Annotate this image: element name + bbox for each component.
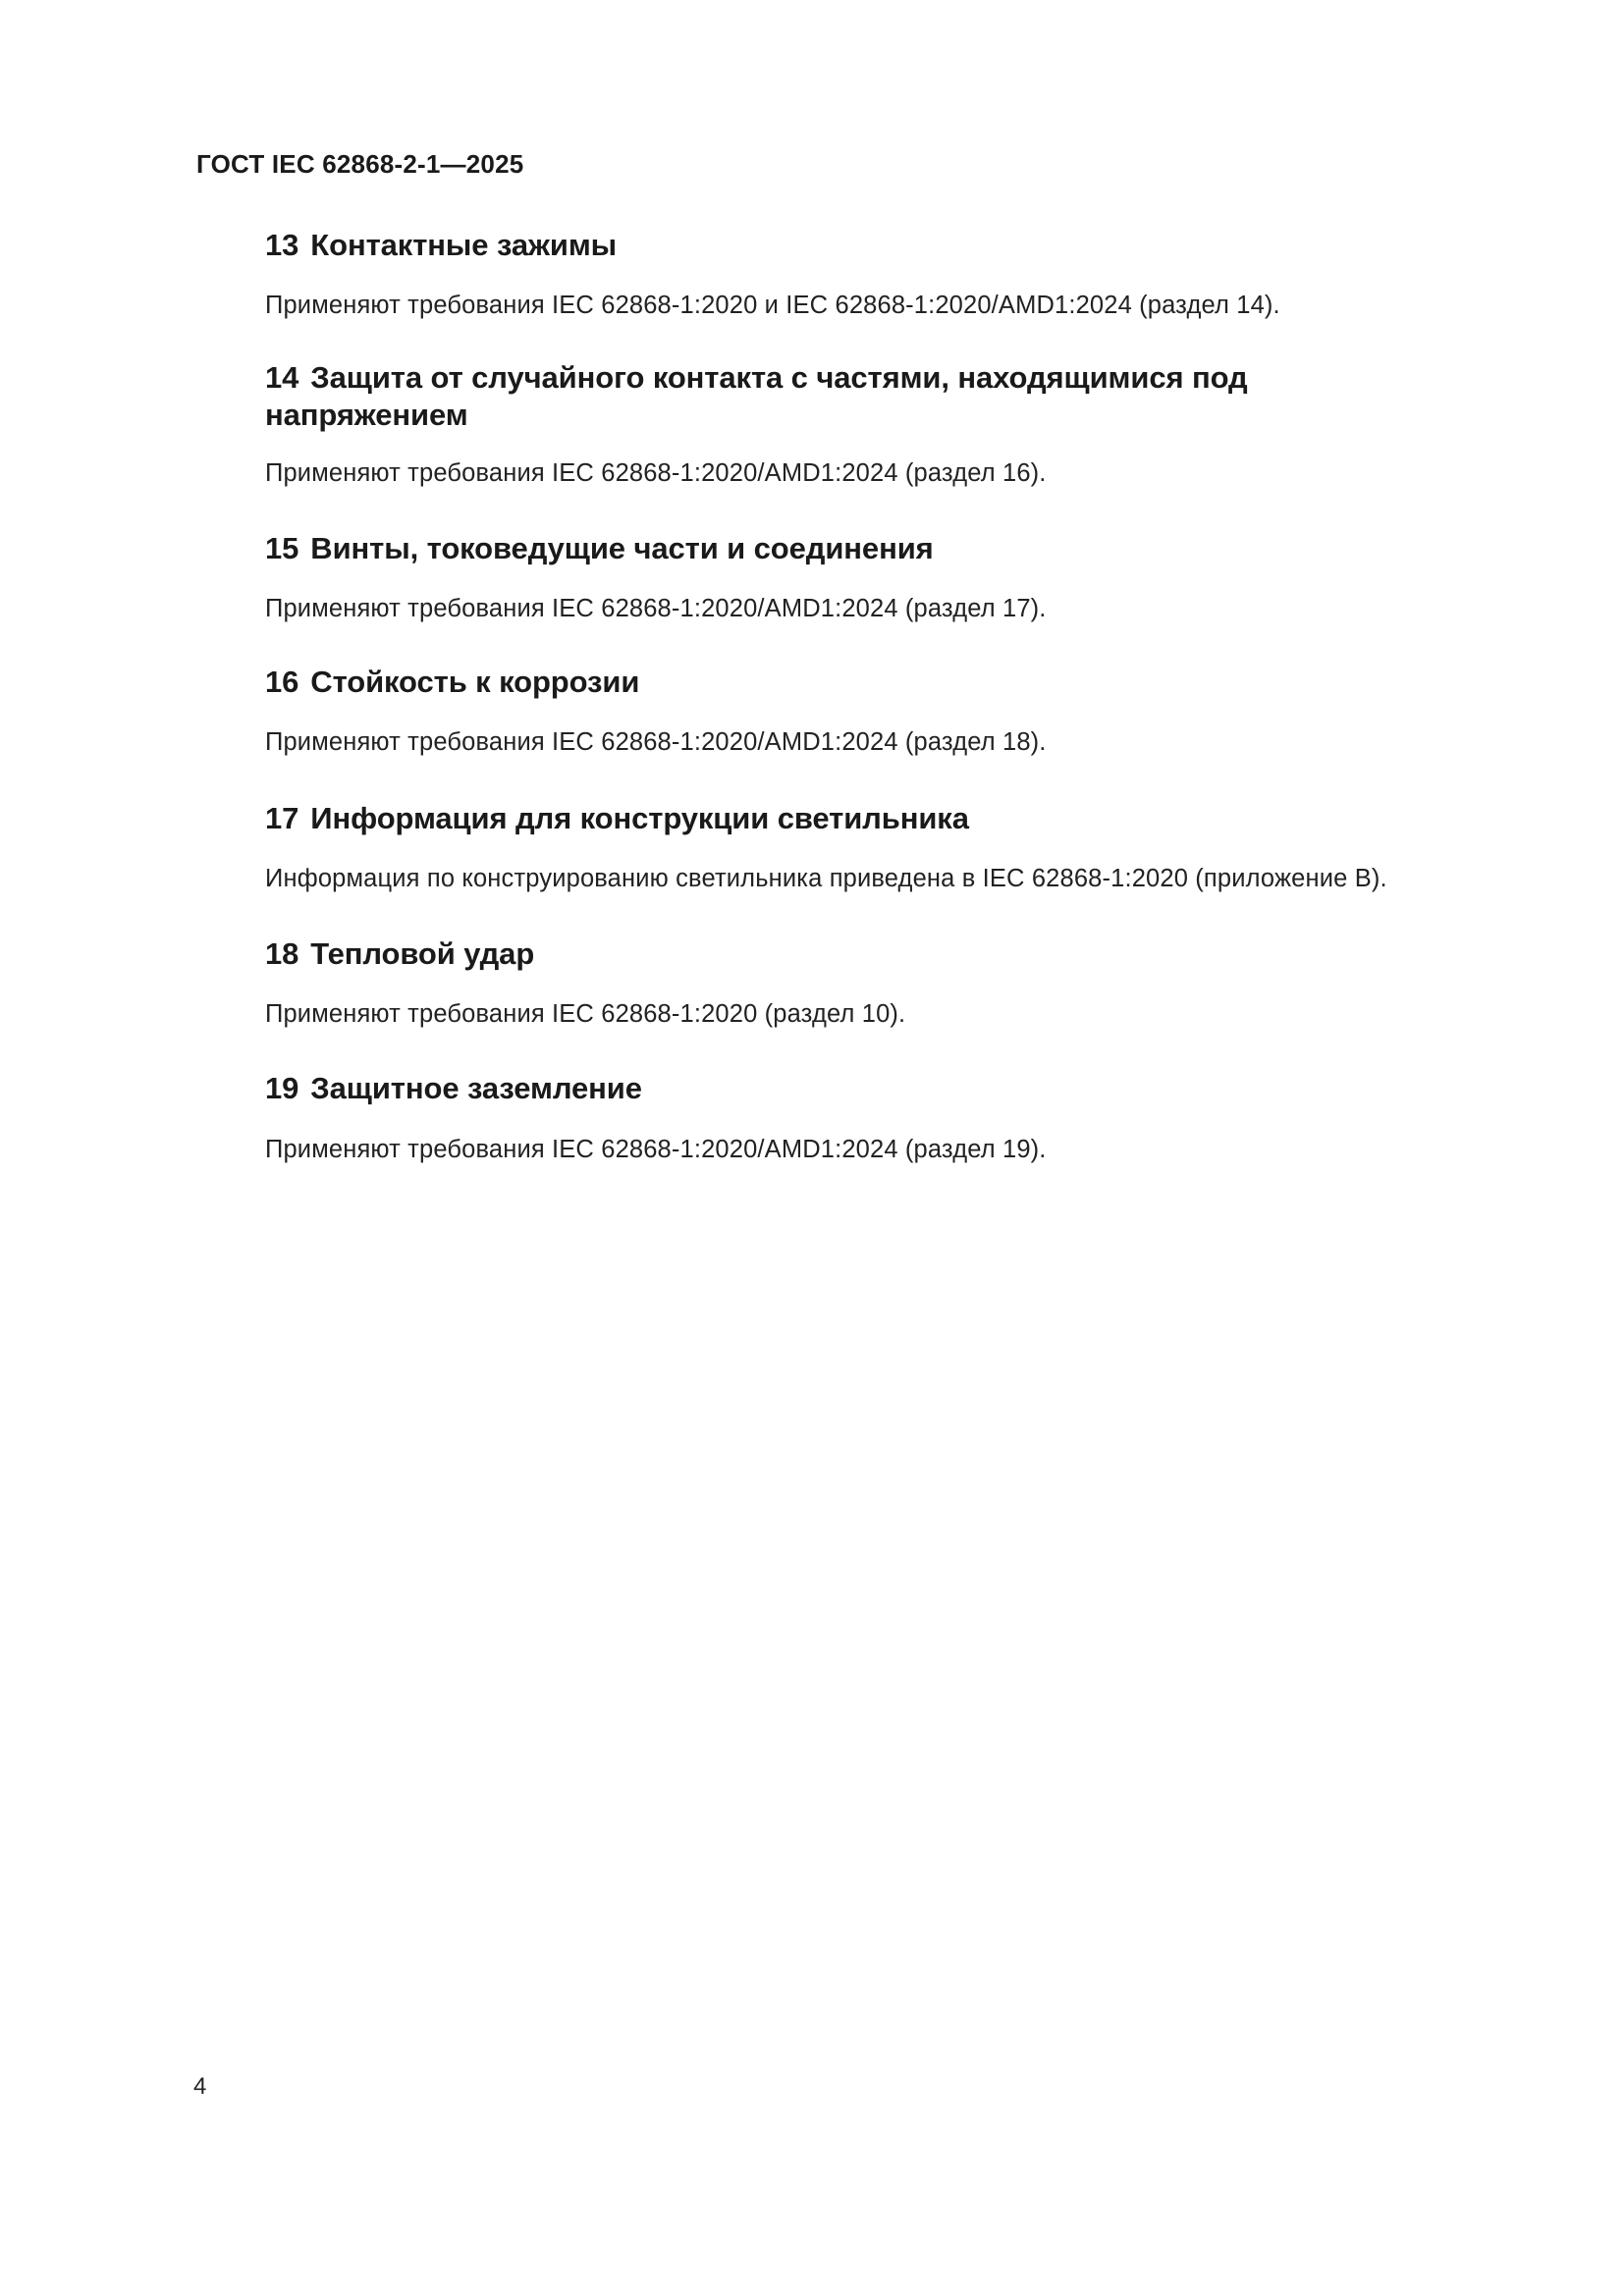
section-17 — [265, 800, 1502, 894]
section-14 — [265, 359, 1502, 489]
section-heading — [265, 800, 1502, 837]
section-title: Стойкость к коррозии — [310, 665, 640, 699]
section-heading — [265, 530, 1502, 567]
section-number: 18 — [265, 936, 299, 971]
section-number: 17 — [265, 801, 299, 835]
section-body: Применяют требования IEC 62868-1:2020/AMD1:2024 (раздел 17). — [265, 595, 1047, 622]
section-number: 19 — [265, 1071, 299, 1105]
section-title: Защита от случайного контакта с частями, находящимися под напряжением — [265, 360, 1248, 432]
section-heading — [265, 359, 1375, 434]
section-heading — [265, 664, 1502, 701]
section-title: Информация для конструкции светильника — [310, 801, 969, 835]
section-body: Применяют требования IEC 62868-1:2020/AMD1:2024 (раздел 19). — [265, 1136, 1047, 1163]
section-number: 16 — [265, 665, 299, 699]
page-number: 4 — [193, 2073, 207, 2100]
section-heading — [265, 1070, 1502, 1107]
section-body: Применяют требования IEC 62868-1:2020 и IEC 62868-1:2020/AMD1:2024 (раздел 14). — [265, 292, 1280, 319]
section-body: Информация по конструированию светильника приведена в IEC 62868-1:2020 (приложение B). — [265, 865, 1387, 892]
section-body: Применяют требования IEC 62868-1:2020/AMD1:2024 (раздел 16). — [265, 459, 1047, 487]
section-title: Винты, токоведущие части и соединения — [310, 531, 934, 565]
section-title: Тепловой удар — [310, 936, 535, 971]
section-15 — [265, 530, 1502, 624]
section-heading — [265, 935, 1502, 973]
section-16 — [265, 664, 1502, 758]
section-body: Применяют требования IEC 62868-1:2020/AMD1:2024 (раздел 18). — [265, 728, 1047, 756]
section-number: 14 — [265, 360, 299, 395]
document-header: ГОСТ IEC 62868-2-1—2025 — [196, 149, 524, 179]
section-19 — [265, 1070, 1502, 1165]
section-number: 13 — [265, 228, 299, 262]
section-title: Защитное заземление — [310, 1071, 642, 1105]
section-body: Применяют требования IEC 62868-1:2020 (раздел 10). — [265, 1000, 906, 1028]
section-18 — [265, 935, 1502, 1030]
section-13 — [265, 227, 1502, 321]
section-number: 15 — [265, 531, 299, 565]
section-title: Контактные зажимы — [310, 228, 618, 262]
section-heading — [265, 227, 1502, 264]
